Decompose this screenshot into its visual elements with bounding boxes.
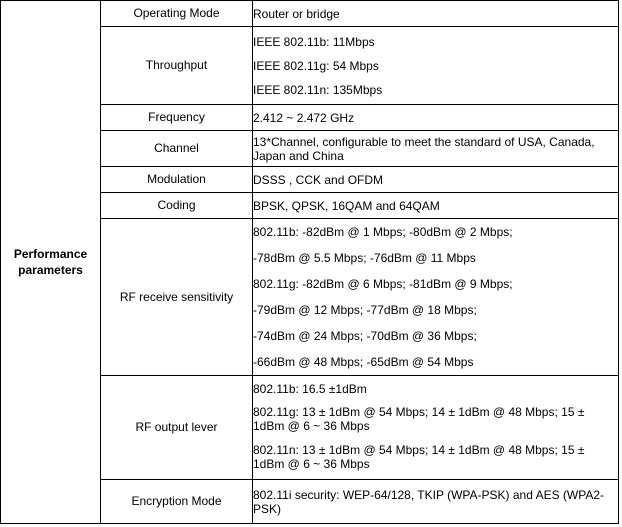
spec-value bbox=[253, 219, 619, 376]
value-line: BPSK, QPSK, 16QAM and 64QAM bbox=[253, 198, 440, 213]
value-line: -66dBm @ 48 Mbps; -65dBm @ 54 Mbps bbox=[253, 355, 474, 369]
spec-label: Channel bbox=[101, 131, 253, 167]
spec-value bbox=[253, 105, 619, 131]
spec-value bbox=[253, 193, 619, 219]
spec-label: Encryption Mode bbox=[101, 480, 253, 524]
spec-label: RF output lever bbox=[101, 376, 253, 480]
spec-label: Modulation bbox=[101, 167, 253, 193]
spec-label: Operating Mode bbox=[101, 1, 253, 27]
spec-value bbox=[253, 131, 619, 167]
value-line: 802.11g: 13 ± 1dBm @ 54 Mbps; 14 ± 1dBm @ 48 Mbps; 15 ± 1dBm @ 6 ~ 36 Mbps bbox=[253, 405, 585, 433]
value-line: IEEE 802.11g: 54 Mbps bbox=[253, 58, 379, 73]
value-line: -79dBm @ 12 Mbps; -77dBm @ 18 Mbps; bbox=[253, 303, 477, 317]
spec-value bbox=[253, 27, 619, 105]
value-line: DSSS , CCK and OFDM bbox=[253, 172, 384, 187]
value-line: 802.11b: -82dBm @ 1 Mbps; -80dBm @ 2 Mbps; bbox=[253, 225, 513, 239]
value-line: -78dBm @ 5.5 Mbps; -76dBm @ 11 Mbps bbox=[253, 251, 476, 265]
spec-label: Coding bbox=[101, 193, 253, 219]
value-line: 2.412 ~ 2.472 GHz bbox=[253, 110, 355, 125]
spec-row-operating-mode bbox=[1, 1, 619, 27]
category-cell: Performance parameters bbox=[1, 1, 101, 524]
value-line: IEEE 802.11b: 11Mbps bbox=[253, 34, 375, 49]
spec-value bbox=[253, 376, 619, 480]
value-line: 802.11n: 13 ± 1dBm @ 54 Mbps; 14 ± 1dBm @ 48 Mbps; 15 ± 1dBm @ 6 ~ 36 Mbps bbox=[253, 443, 585, 471]
spec-label: RF receive sensitivity bbox=[101, 219, 253, 376]
spec-value bbox=[253, 167, 619, 193]
spec-label: Throughput bbox=[101, 27, 253, 105]
value-line: Router or bridge bbox=[253, 6, 340, 21]
value-line: 802.11i security: WEP-64/128, TKIP (WPA-PSK) and AES (WPA2-PSK) bbox=[253, 487, 605, 516]
spec-label: Frequency bbox=[101, 105, 253, 131]
spec-value bbox=[253, 480, 619, 524]
spec-value bbox=[253, 1, 619, 27]
value-line: 802.11g: -82dBm @ 6 Mbps; -81dBm @ 9 Mbps; bbox=[253, 277, 513, 291]
value-line: 13*Channel, configurable to meet the standard of USA, Canada, Japan and China bbox=[253, 134, 595, 163]
value-line: -74dBm @ 24 Mbps; -70dBm @ 36 Mbps; bbox=[253, 329, 477, 343]
value-line: 802.11b: 16.5 ±1dBm bbox=[253, 382, 367, 396]
value-line: IEEE 802.11n: 135Mbps bbox=[253, 82, 383, 97]
